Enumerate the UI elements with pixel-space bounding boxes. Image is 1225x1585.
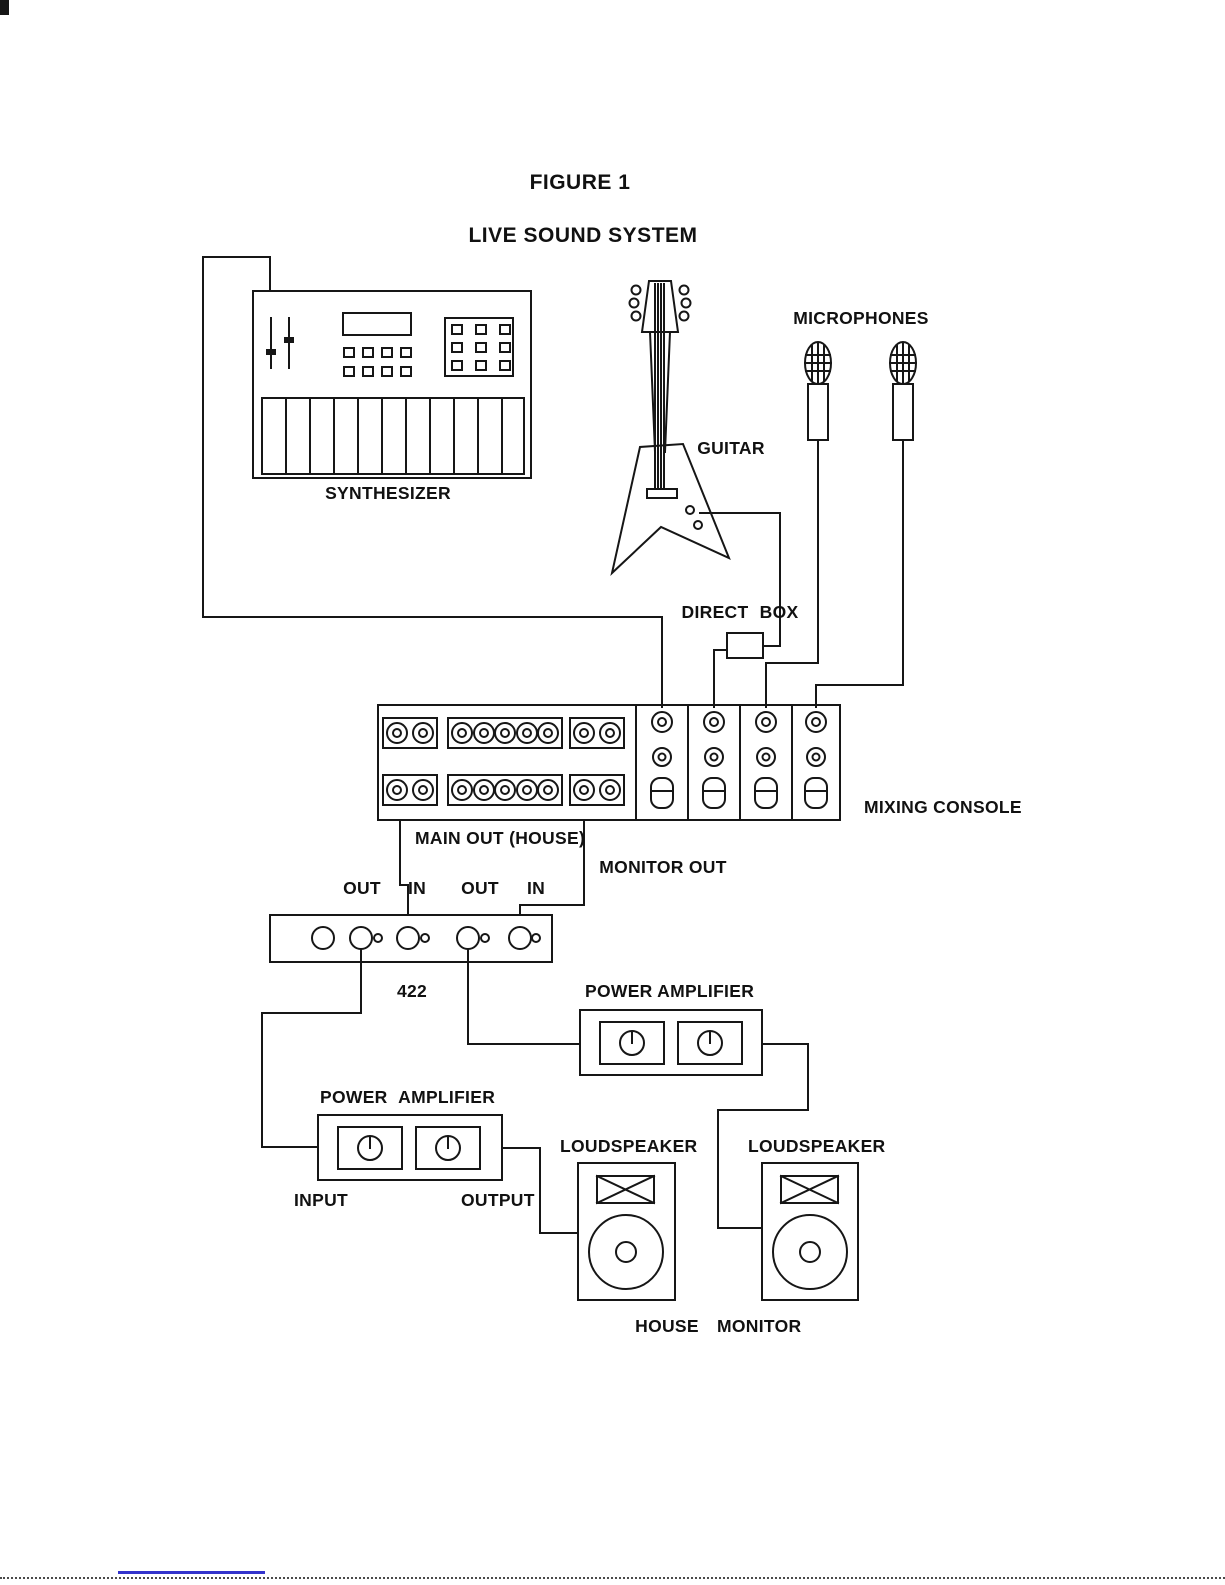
microphones-label: MICROPHONES bbox=[793, 308, 929, 328]
microphone-left-drawing bbox=[805, 342, 831, 440]
monitor-feed-cable bbox=[468, 949, 580, 1044]
house-caption: HOUSE bbox=[635, 1316, 699, 1336]
monitor-out-label: MONITOR OUT bbox=[599, 857, 727, 877]
jack-label-out-2: OUT bbox=[461, 878, 499, 898]
direct-box-drawing bbox=[727, 633, 763, 658]
power-amplifier-house-label: POWER AMPLIFIER bbox=[320, 1087, 496, 1107]
synthesizer-drawing bbox=[253, 291, 531, 478]
input-label: INPUT bbox=[294, 1190, 348, 1210]
guitar-label: GUITAR bbox=[697, 438, 765, 458]
figure-label: FIGURE 1 bbox=[529, 171, 631, 194]
guitar-drawing bbox=[612, 281, 729, 573]
microphone-left-cable bbox=[766, 440, 818, 707]
page-bottom-edge bbox=[0, 1577, 1225, 1579]
direct-box-cable bbox=[714, 650, 727, 707]
power-amplifier-monitor-drawing bbox=[580, 1010, 762, 1075]
page-title: LIVE SOUND SYSTEM bbox=[468, 224, 698, 247]
mixing-console-label: MIXING CONSOLE bbox=[864, 797, 1022, 817]
power-amplifier-monitor-label: POWER AMPLIFIER bbox=[585, 981, 755, 1001]
monitor-caption: MONITOR bbox=[717, 1316, 802, 1336]
scan-corner-mark bbox=[0, 0, 9, 15]
unit-422-label: 422 bbox=[396, 981, 428, 1001]
loudspeaker-monitor-label: LOUDSPEAKER bbox=[748, 1136, 886, 1156]
microphone-right-drawing bbox=[890, 342, 916, 440]
output-label: OUTPUT bbox=[461, 1190, 535, 1210]
direct-box-label: DIRECT BOX bbox=[681, 602, 799, 622]
synthesizer-label: SYNTHESIZER bbox=[325, 483, 451, 503]
jack-label-in-2: IN bbox=[526, 878, 546, 898]
loudspeaker-house-drawing bbox=[578, 1163, 675, 1300]
guitar-cable bbox=[700, 513, 780, 646]
power-amplifier-house-drawing bbox=[318, 1115, 502, 1180]
footer-link-underline[interactable] bbox=[118, 1571, 265, 1574]
loudspeaker-house-label: LOUDSPEAKER bbox=[560, 1136, 698, 1156]
unit-422-drawing bbox=[270, 915, 552, 962]
main-out-label: MAIN OUT (HOUSE) bbox=[415, 828, 586, 848]
mixing-console-drawing bbox=[378, 705, 840, 820]
microphone-right-cable bbox=[816, 440, 903, 707]
loudspeaker-monitor-drawing bbox=[762, 1163, 858, 1300]
jack-label-out-1: OUT bbox=[343, 878, 381, 898]
house-feed-cable bbox=[262, 949, 361, 1147]
main-out-cable bbox=[400, 820, 408, 915]
jack-label-in-1: IN bbox=[407, 878, 427, 898]
